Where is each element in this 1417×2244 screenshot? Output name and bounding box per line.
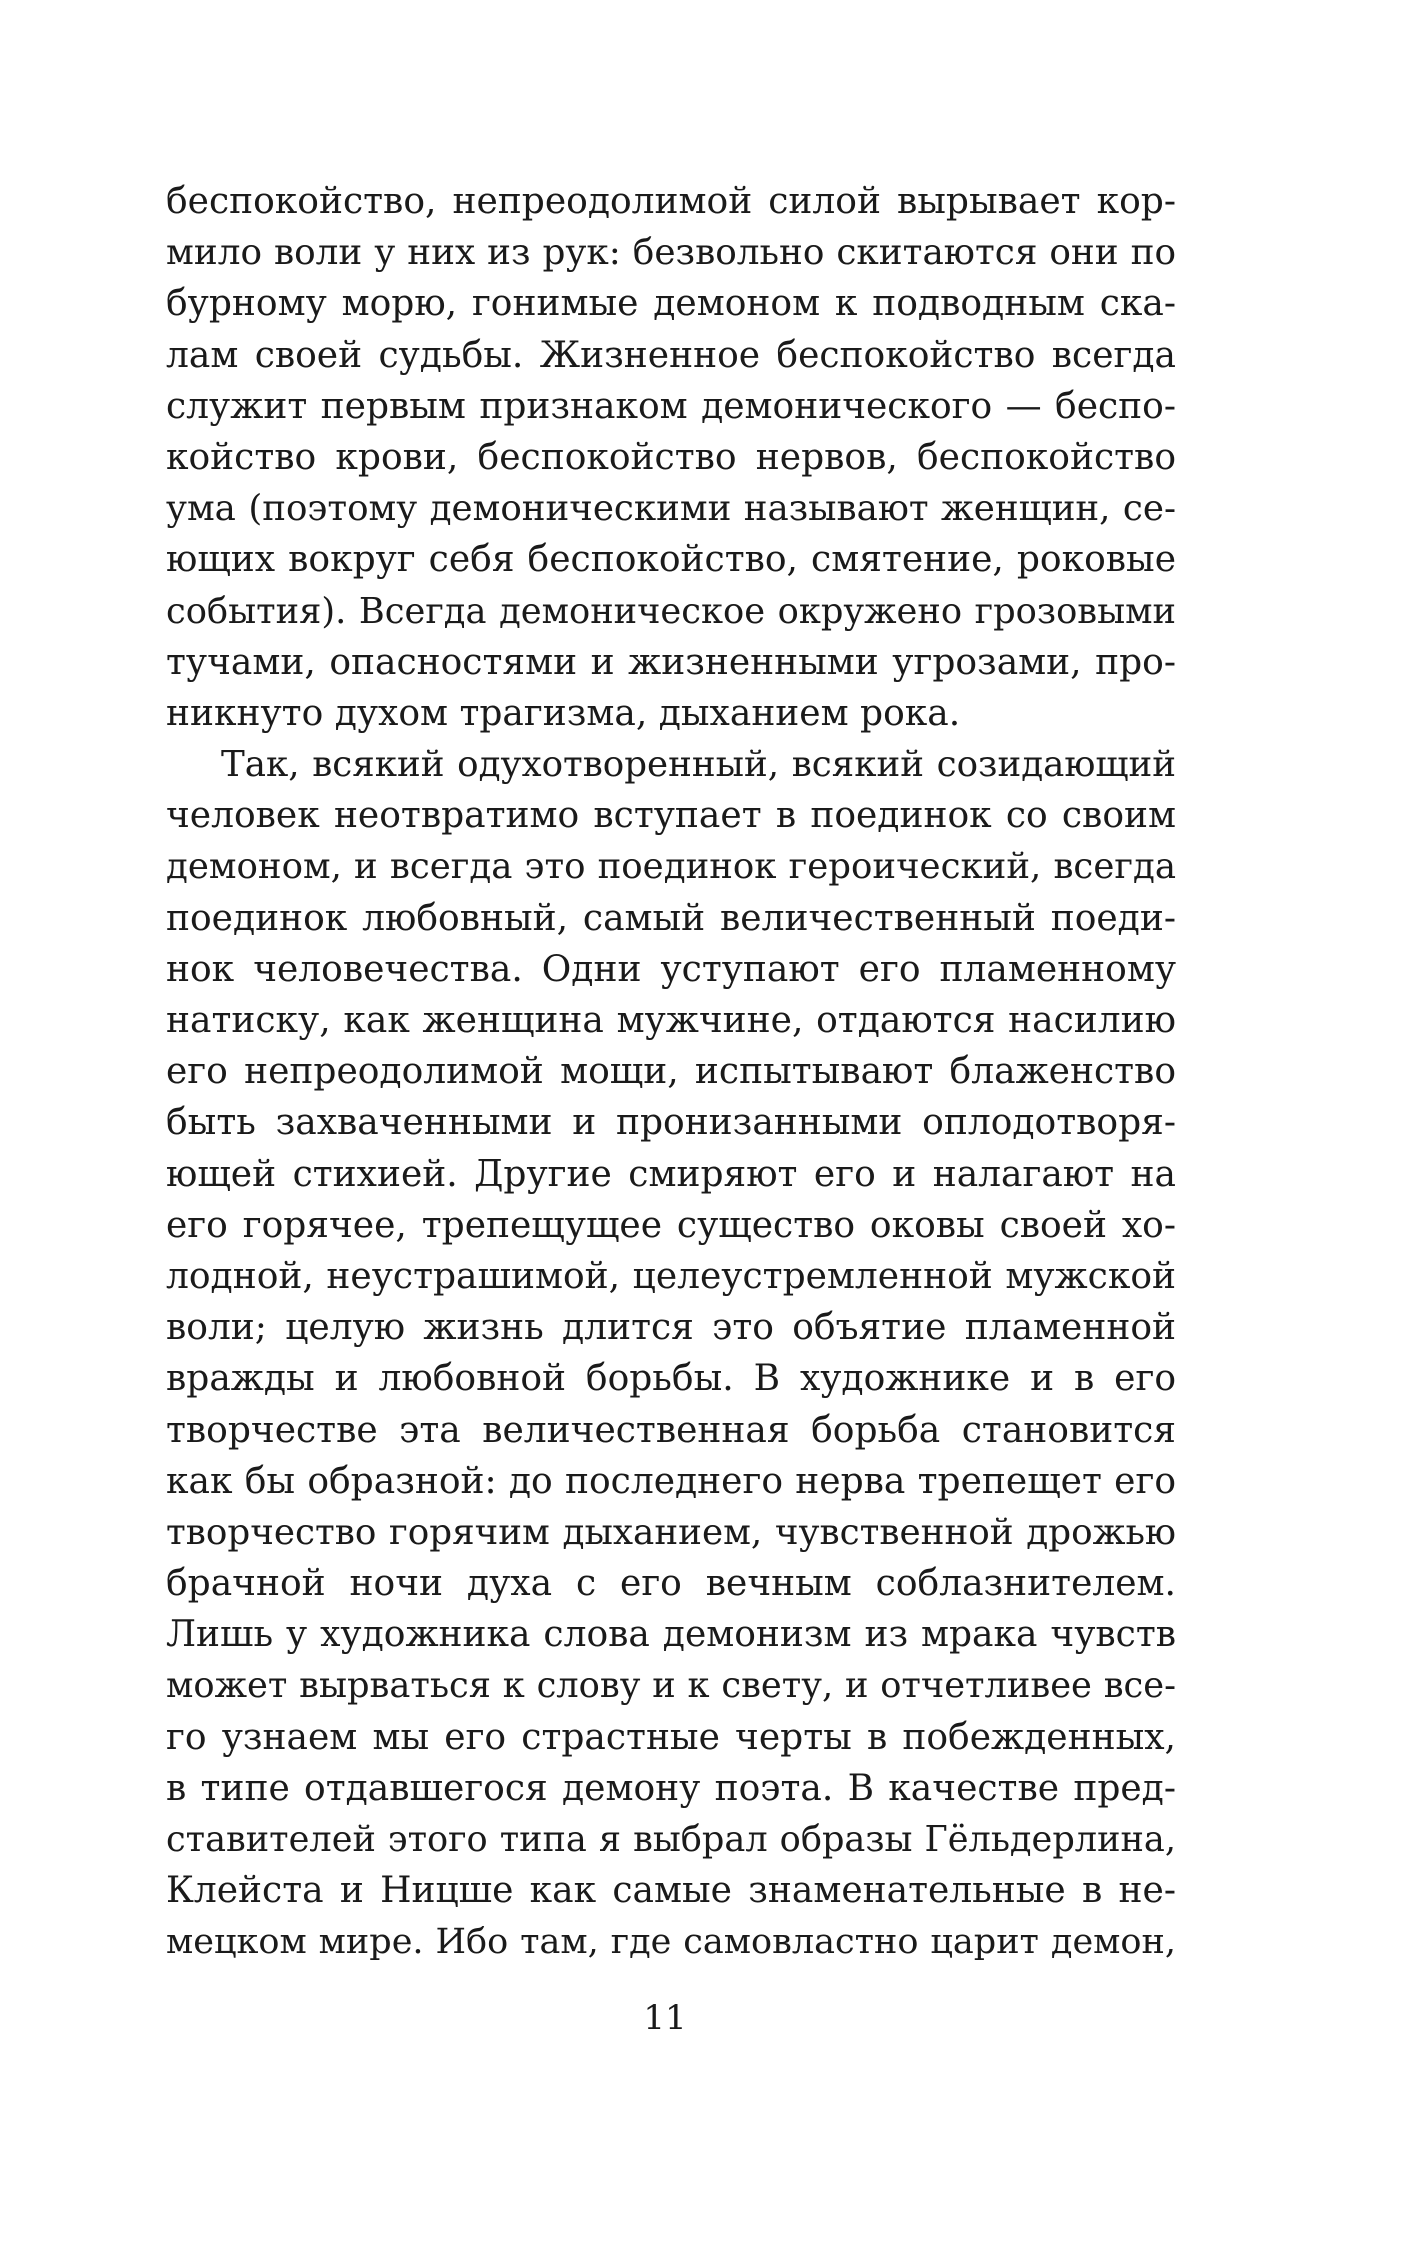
- text-line: быть захваченными и пронизанными оплодотворя-: [166, 1102, 1176, 1144]
- text-line: в типе отдавшегося демону поэта. В качестве пред-: [166, 1767, 1176, 1809]
- text-line: творчество горячим дыханием, чувственной дрожью: [166, 1511, 1176, 1553]
- text-line: натиску, как женщина мужчине, отдаются насилию: [166, 1000, 1176, 1041]
- text-line: Лишь у художника слова демонизм из мрака чувств: [166, 1614, 1176, 1656]
- page-number: 11: [643, 1998, 687, 2038]
- text-line: лодной, неустрашимой, целеустремленной мужской: [166, 1255, 1176, 1297]
- text-line: нок человечества. Одни уступают его пламенному: [166, 948, 1176, 990]
- text-line: может вырваться к слову и к свету, и отчетливее все-: [166, 1665, 1176, 1707]
- text-line: бурному морю, гонимые демоном к подводным ска-: [166, 283, 1176, 325]
- text-line: человек неотвратимо вступает в поединок со своим: [166, 795, 1176, 837]
- text-line: служит первым признаком демонического — беспо-: [166, 385, 1176, 427]
- text-line: брачной ночи духа с его вечным соблазнителем.: [166, 1563, 1176, 1605]
- text-line: лам своей судьбы. Жизненное беспокойство всегда: [166, 334, 1176, 376]
- text-line: никнуто духом трагизма, дыханием рока.: [166, 692, 961, 734]
- text-line: творчестве эта величественная борьба становится: [166, 1409, 1176, 1451]
- text-line: воли; целую жизнь длится это объятие пламенной: [166, 1307, 1176, 1349]
- text-line: мецком мире. Ибо там, где самовластно царит демон,: [166, 1921, 1176, 1963]
- text-line: ющей стихией. Другие смиряют его и налагают на: [166, 1153, 1176, 1195]
- text-line: Клейста и Ницше как самые знаменательные в не-: [166, 1870, 1176, 1912]
- text-line: мило воли у них из рук: безвольно скитаются они по: [166, 232, 1176, 274]
- text-line: демоном, и всегда это поединок героический, всегда: [166, 846, 1176, 888]
- text-line: его непреодолимой мощи, испытывают блаженство: [166, 1051, 1176, 1093]
- text-line: койство крови, беспокойство нервов, беспокойство: [166, 436, 1176, 478]
- text-line: поединок любовный, самый величественный поеди-: [166, 897, 1176, 939]
- text-line: тучами, опасностями и жизненными угрозами, про-: [166, 641, 1176, 683]
- text-line: беспокойство, непреодолимой силой вырывает кор-: [166, 181, 1176, 222]
- text-line: события). Всегда демоническое окружено грозовыми: [166, 590, 1176, 632]
- text-line: ума (поэтому демоническими называют женщин, се-: [166, 488, 1176, 530]
- text-line: го узнаем мы его страстные черты в побежденных,: [166, 1716, 1176, 1758]
- text-line: его горячее, трепещущее существо оковы своей хо-: [166, 1204, 1176, 1246]
- body-text: [166, 176, 1176, 1968]
- text-line: вражды и любовной борьбы. В художнике и в его: [166, 1358, 1176, 1400]
- text-line: ющих вокруг себя беспокойство, смятение, роковые: [166, 539, 1176, 581]
- text-line: как бы образной: до последнего нерва трепещет его: [166, 1460, 1176, 1502]
- text-line: ставителей этого типа я выбрал образы Гёльдерлина,: [166, 1819, 1176, 1860]
- paragraph-first-line: Так, всякий одухотворенный, всякий созидающий: [221, 744, 1176, 786]
